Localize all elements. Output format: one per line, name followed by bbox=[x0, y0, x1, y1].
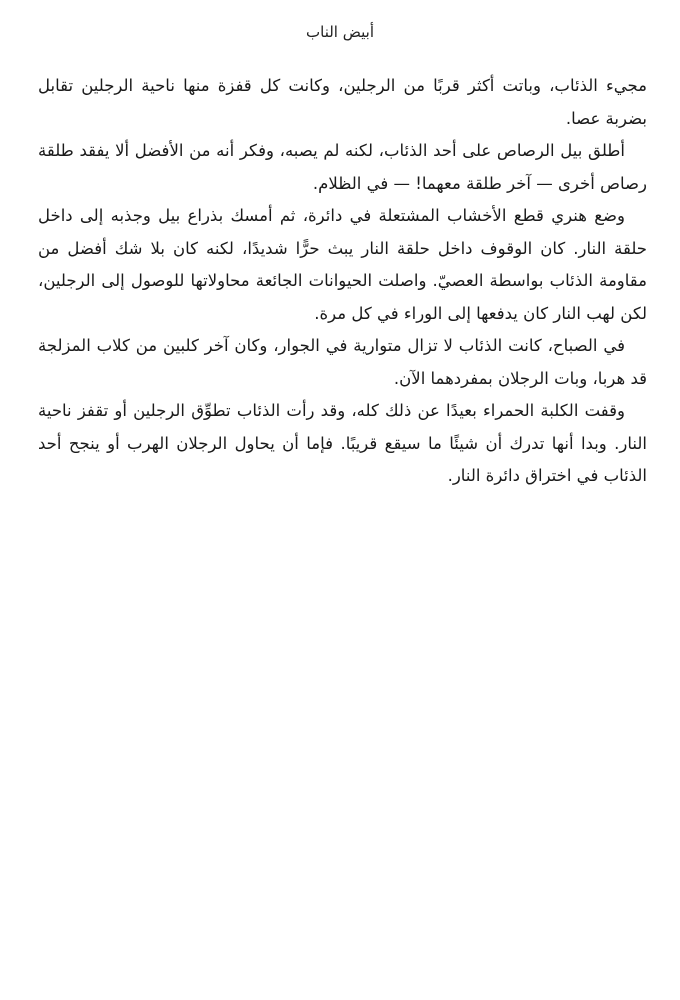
body-text bbox=[38, 70, 647, 493]
running-header-title: أبيض الناب bbox=[306, 23, 374, 41]
paragraph-5: وقفت الكلبة الحمراء بعيدًا عن ذلك كله، وقد رأت الذئاب تطوِّق الرجلين أو تقفز ناحية النار. وبدا أنها تدرك أن شيئًا ما سيقع قريبًا. فإما أن يحاول الرجلان الهرب أو ينجح أحد الذئاب في اختراق دائرة النار. bbox=[38, 401, 647, 485]
paragraph-4: في الصباح، كانت الذئاب لا تزال متوارية في الجوار، وكان آخر كلبين من كلاب المزلجة قد هربا، وبات الرجلان بمفردهما الآن. bbox=[38, 336, 647, 388]
paragraph-2: أطلق بيل الرصاص على أحد الذئاب، لكنه لم يصبه، وفكر أنه من الأفضل ألا يفقد طلقة رصاص أخرى — آخر طلقة معهما! — في الظلام. bbox=[38, 141, 647, 193]
paragraph-1: مجيء الذئاب، وباتت أكثر قربًا من الرجلين، وكانت كل قفزة منها ناحية الرجلين تقابل بضربة عصا. bbox=[38, 76, 647, 128]
paragraph-3: وضع هنري قطع الأخشاب المشتعلة في دائرة، ثم أمسك بذراع بيل وجذبه إلى داخل حلقة النار. كان الوقوف داخل حلقة النار يبث حرًّا شديدًا، لكنه كان بلا شك أفضل من مقاومة الذئاب بواسطة العصيّ. واصلت الحيوانات الجائعة محاولاتها للوصول إلى الرجلين، لكن لهب النار كان يدفعها إلى الوراء في كل مرة. bbox=[38, 206, 647, 323]
